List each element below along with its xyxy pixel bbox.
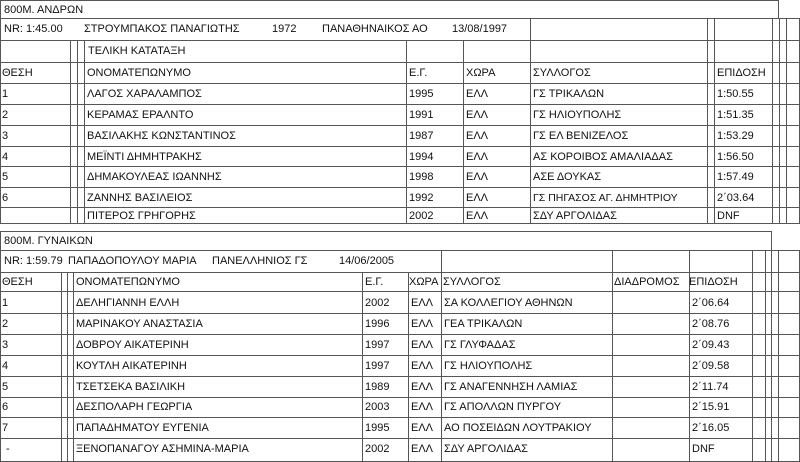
country: ΕΛΛ bbox=[411, 422, 434, 434]
position: 7 bbox=[2, 422, 9, 434]
table-row bbox=[0, 84, 800, 104]
club: ΓΣ ΕΛ ΒΕΝΙΖΕΛΟΣ bbox=[533, 130, 629, 142]
country: ΕΛΛ bbox=[466, 109, 489, 121]
position: 2 bbox=[2, 109, 9, 121]
men-record-date: 13/08/1997 bbox=[452, 23, 508, 35]
club: ΓΣ ΗΛΙΟΥΠΟΛΗΣ bbox=[533, 109, 622, 121]
club: ΑΟ ΠΟΣΕΙΔΩΝ ΛΟΥΤΡΑΚΙΟΥ bbox=[444, 422, 592, 434]
birth-year: 1987 bbox=[409, 130, 434, 142]
country: ΕΛΛ bbox=[411, 297, 434, 309]
result: 2΄15.91 bbox=[692, 401, 730, 413]
men-event-title: 800Μ. ΑΝΔΡΩΝ bbox=[4, 4, 84, 16]
country: ΕΛΛ bbox=[466, 192, 489, 204]
position: - bbox=[6, 443, 10, 455]
men-header-result: ΕΠΙΔΟΣΗ bbox=[717, 67, 766, 79]
women-results-table bbox=[0, 230, 800, 462]
men-header-year: Ε.Γ. bbox=[409, 67, 428, 79]
men-subtitle: ΤΕΛΙΚΗ ΚΑΤΑΤΑΞΗ bbox=[88, 45, 186, 57]
women-header-country: ΧΩΡΑ bbox=[409, 276, 439, 288]
athlete-name: ΠΙΤΕΡΟΣ ΓΡΗΓΟΡΗΣ bbox=[87, 210, 196, 222]
club: ΓΣ ΗΛΙΟΥΠΟΛΗΣ bbox=[444, 360, 533, 372]
athlete-name: ΔΕΣΠΟΛΑΡΗ ΓΕΩΡΓΙΑ bbox=[76, 401, 193, 413]
result: DNF bbox=[692, 443, 715, 455]
table-row bbox=[0, 126, 800, 146]
birth-year: 2002 bbox=[365, 297, 390, 309]
table-row bbox=[0, 167, 800, 187]
birth-year: 1989 bbox=[365, 381, 390, 393]
club: ΑΣΕ ΔΟΥΚΑΣ bbox=[533, 171, 602, 183]
athlete-name: ΒΑΣΙΛΑΚΗΣ ΚΩΝΣΤΑΝΤΙΝΟΣ bbox=[87, 130, 236, 142]
table-row bbox=[0, 293, 800, 313]
result: 1:56.50 bbox=[717, 151, 754, 163]
athlete-name: ΜΑΡΙΝΑΚΟΥ ΑΝΑΣΤΑΣΙΑ bbox=[76, 318, 203, 330]
athlete-name: ΤΣΕΤΣΕΚΑ ΒΑΣΙΛΙΚΗ bbox=[76, 381, 186, 393]
athlete-name: ΔΗΜΑΚΟΥΛΕΑΣ ΙΩΑΝΝΗΣ bbox=[87, 171, 222, 183]
country: ΕΛΛ bbox=[411, 360, 434, 372]
table-row bbox=[0, 418, 800, 438]
country: ΕΛΛ bbox=[466, 130, 489, 142]
position: 6 bbox=[2, 401, 9, 413]
country: ΕΛΛ bbox=[466, 88, 489, 100]
country: ΕΛΛ bbox=[411, 443, 434, 455]
men-header-row bbox=[0, 63, 800, 83]
club: ΓΣ ΠΗΓΑΣΟΣ ΑΓ. ΔΗΜΗΤΡΙΟΥ bbox=[533, 192, 678, 204]
position: 2 bbox=[2, 318, 9, 330]
country: ΕΛΛ bbox=[466, 151, 489, 163]
table-row bbox=[0, 356, 800, 376]
birth-year: 1997 bbox=[365, 360, 390, 372]
result: 2΄06.64 bbox=[692, 297, 730, 309]
women-header-name: ΟΝΟΜΑΤΕΠΩΝΥΜΟ bbox=[76, 276, 180, 288]
table-row bbox=[0, 335, 800, 355]
men-header-country: ΧΩΡΑ bbox=[466, 67, 496, 79]
country: ΕΛΛ bbox=[411, 318, 434, 330]
country: ΕΛΛ bbox=[411, 401, 434, 413]
men-record-year: 1972 bbox=[272, 23, 297, 35]
club: ΣΔΥ ΑΡΓΟΛΙΔΑΣ bbox=[444, 443, 528, 455]
result: 1:57.49 bbox=[717, 171, 754, 183]
table-row bbox=[0, 397, 800, 417]
position: 5 bbox=[2, 381, 9, 393]
women-header-result: ΕΠΙΔΟΣΗ bbox=[689, 276, 738, 288]
club: ΣΑ ΚΟΛΛΕΓΙΟΥ ΑΘΗΝΩΝ bbox=[444, 297, 573, 309]
table-row bbox=[0, 188, 800, 208]
women-header-lane: ΔΙΑΔΡΟΜΟΣ bbox=[614, 276, 680, 288]
position: 4 bbox=[2, 151, 9, 163]
table-row bbox=[0, 147, 800, 167]
athlete-name: ΚΕΡΑΜΑΣ ΕΡΑΛΝΤΟ bbox=[87, 109, 194, 121]
club: ΓΣ ΑΠΟΛΛΩΝ ΠΥΡΓΟΥ bbox=[444, 401, 562, 413]
result: 2΄16.05 bbox=[692, 422, 730, 434]
club: ΓΕΑ ΤΡΙΚΑΛΩΝ bbox=[444, 318, 523, 330]
women-header-pos: ΘΕΣΗ bbox=[2, 276, 33, 288]
birth-year: 1994 bbox=[409, 151, 434, 163]
athlete-name: ΞΕΝΟΠΑΝΑΓΟΥ ΑΣΗΜΙΝΑ-ΜΑΡΙΑ bbox=[76, 443, 249, 455]
women-record-label: NR: 1:59.79 bbox=[4, 255, 63, 267]
table-row bbox=[0, 105, 800, 125]
result: 1:53.29 bbox=[717, 130, 754, 142]
table-row bbox=[0, 377, 800, 397]
table-row bbox=[0, 206, 800, 226]
birth-year: 1995 bbox=[409, 88, 434, 100]
club: ΣΔΥ ΑΡΓΟΛΙΔΑΣ bbox=[533, 210, 617, 222]
position bbox=[0, 206, 2, 226]
position: 4 bbox=[2, 360, 9, 372]
country: ΕΛΛ bbox=[466, 210, 489, 222]
birth-year: 2003 bbox=[365, 401, 390, 413]
athlete-name: ΠΑΠΑΔΗΜΑΤΟΥ ΕΥΓΕΝΙΑ bbox=[76, 422, 209, 434]
club: ΓΣ ΓΛΥΦΑΔΑΣ bbox=[444, 339, 516, 351]
men-record-holder: ΣΤΡΟΥΜΠΑΚΟΣ ΠΑΝΑΓΙΩΤΗΣ bbox=[84, 23, 240, 35]
athlete-name: ΔΟΒΡΟΥ ΑΙΚΑΤΕΡΙΝΗ bbox=[76, 339, 189, 351]
club: ΑΣ ΚΟΡΟΙΒΟΣ ΑΜΑΛΙΑΔΑΣ bbox=[533, 151, 673, 163]
athlete-name: ΜΕΪΝΤΙ ΔΗΜΗΤΡΑΚΗΣ bbox=[87, 151, 202, 163]
birth-year: 1996 bbox=[365, 318, 390, 330]
men-header-club: ΣΥΛΛΟΓΟΣ bbox=[533, 67, 591, 79]
men-results-table bbox=[0, 0, 800, 224]
athlete-name: ΔΕΛΗΓΙΑΝΝΗ ΕΛΛΗ bbox=[76, 297, 180, 309]
birth-year: 1995 bbox=[365, 422, 390, 434]
birth-year: 1992 bbox=[409, 192, 434, 204]
men-record-club: ΠΑΝΑΘΗΝΑΙΚΟΣ ΑΟ bbox=[322, 23, 428, 35]
result: 2΄09.43 bbox=[692, 339, 730, 351]
women-event-title: 800Μ. ΓΥΝΑΙΚΩΝ bbox=[4, 235, 93, 247]
country: ΕΛΛ bbox=[411, 339, 434, 351]
country: ΕΛΛ bbox=[466, 171, 489, 183]
position: 5 bbox=[2, 171, 9, 183]
athlete-name: ΖΑΝΝΗΣ ΒΑΣΙΛΕΙΟΣ bbox=[87, 192, 193, 204]
club: ΓΣ ΑΝΑΓΕΝΝΗΣΗ ΛΑΜΙΑΣ bbox=[444, 381, 578, 393]
women-header-row bbox=[0, 272, 800, 292]
women-record-club: ΠΑΝΕΛΛΗΝΙΟΣ ΓΣ bbox=[212, 255, 308, 267]
men-record-row bbox=[0, 19, 530, 39]
athlete-name: ΚΟΥΤΛΗ ΑΙΚΑΤΕΡΙΝΗ bbox=[76, 360, 187, 372]
birth-year: 1998 bbox=[409, 171, 434, 183]
table-row bbox=[0, 439, 800, 459]
position: 3 bbox=[2, 339, 9, 351]
birth-year: 1997 bbox=[365, 339, 390, 351]
women-record-row bbox=[0, 251, 441, 271]
women-header-year: Ε.Γ. bbox=[365, 276, 384, 288]
position: 6 bbox=[2, 192, 9, 204]
birth-year: 2002 bbox=[365, 443, 390, 455]
position: 3 bbox=[2, 130, 9, 142]
women-header-club: ΣΥΛΛΟΓΟΣ bbox=[443, 276, 501, 288]
result: 1:51.35 bbox=[717, 109, 754, 121]
result: DNF bbox=[717, 210, 740, 222]
birth-year: 2002 bbox=[409, 210, 434, 222]
athlete-name: ΛΑΓΟΣ ΧΑΡΑΛΑΜΠΟΣ bbox=[87, 88, 202, 100]
club: ΓΣ ΤΡΙΚΑΛΩΝ bbox=[533, 88, 605, 100]
result: 2΄03.64 bbox=[717, 192, 755, 204]
men-header-pos: ΘΕΣΗ bbox=[2, 67, 33, 79]
result: 1:50.55 bbox=[717, 88, 754, 100]
men-header-name: ΟΝΟΜΑΤΕΠΩΝΥΜΟ bbox=[87, 67, 191, 79]
position: 1 bbox=[2, 88, 9, 100]
table-row bbox=[0, 314, 800, 334]
result: 2΄11.74 bbox=[692, 381, 729, 393]
men-record-label: NR: 1:45.00 bbox=[4, 23, 63, 35]
women-record-holder: ΠΑΠΑΔΟΠΟΥΛΟΥ ΜΑΡΙΑ bbox=[68, 255, 197, 267]
result: 2΄09.58 bbox=[692, 360, 730, 372]
women-record-date: 14/06/2005 bbox=[339, 255, 395, 267]
position: 1 bbox=[2, 297, 9, 309]
country: ΕΛΛ bbox=[411, 381, 434, 393]
birth-year: 1991 bbox=[409, 109, 434, 121]
result: 2΄08.76 bbox=[692, 318, 730, 330]
